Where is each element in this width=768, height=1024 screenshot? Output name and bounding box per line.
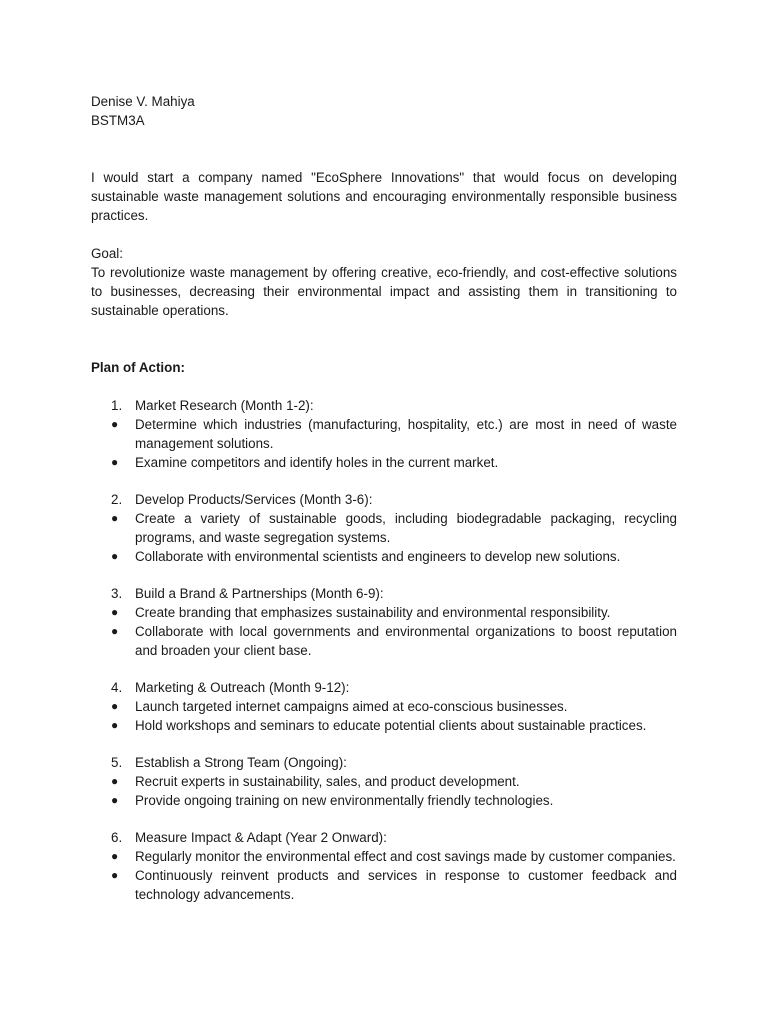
bullet-icon: ● [111, 718, 119, 732]
document-page [91, 92, 677, 904]
bullet-item [91, 622, 677, 660]
bullet-item [91, 772, 677, 791]
step-number: 6. [111, 830, 123, 845]
plan-step [91, 584, 677, 660]
bullet-item [91, 697, 677, 716]
step-title [91, 396, 677, 415]
bullet-text: Examine competitors and identify holes in the current market. [135, 455, 499, 470]
bullet-item [91, 716, 677, 735]
bullet-item [91, 509, 677, 547]
author-name: Denise V. Mahiya [91, 94, 195, 109]
plan-step [91, 678, 677, 735]
bullet-item [91, 866, 677, 904]
bullet-text: Create a variety of sustainable goods, including biodegradable packaging, recycling programs, and waste segregation systems. [135, 511, 677, 545]
step-title-text: Develop Products/Services (Month 3-6): [135, 492, 373, 507]
bullet-text: Recruit experts in sustainability, sales, and product development. [135, 774, 520, 789]
bullet-icon: ● [111, 699, 119, 713]
bullet-text: Hold workshops and seminars to educate potential clients about sustainable practices. [135, 718, 647, 733]
author-section: BSTM3A [91, 113, 145, 128]
bullet-icon: ● [111, 849, 119, 863]
bullet-item [91, 547, 677, 566]
step-title [91, 584, 677, 603]
step-number: 3. [111, 586, 123, 601]
step-title-text: Establish a Strong Team (Ongoing): [135, 755, 347, 770]
step-title-text: Market Research (Month 1-2): [135, 398, 314, 413]
bullet-text: Regularly monitor the environmental effect and cost savings made by customer companies. [135, 849, 676, 864]
bullet-icon: ● [111, 774, 119, 788]
step-title [91, 490, 677, 509]
goal-label: Goal: [91, 246, 124, 261]
bullet-icon: ● [111, 417, 119, 431]
step-title-text: Build a Brand & Partnerships (Month 6-9): [135, 586, 384, 601]
goal-text: To revolutionize waste management by offering creative, eco-friendly, and cost-effective solutions to businesses, decreasing their environmental impact and assisting them in transitioning to sustainable operations. [91, 265, 677, 318]
bullet-text: Provide ongoing training on new environmentally friendly technologies. [135, 793, 554, 808]
plan-heading: Plan of Action: [91, 360, 185, 375]
step-title [91, 678, 677, 697]
plan-step [91, 753, 677, 810]
step-title [91, 828, 677, 847]
bullet-item [91, 847, 677, 866]
step-number: 5. [111, 755, 123, 770]
plan-steps-list [91, 396, 677, 904]
intro-paragraph: I would start a company named "EcoSphere Innovations" that would focus on developing sustainable waste management solutions and encouraging environmentally responsible business practices. [91, 170, 677, 223]
bullet-icon: ● [111, 624, 119, 638]
plan-step [91, 828, 677, 904]
bullet-text: Continuously reinvent products and services in response to customer feedback and technology advancements. [135, 868, 677, 902]
step-number: 1. [111, 398, 123, 413]
bullet-icon: ● [111, 868, 119, 882]
step-title-text: Measure Impact & Adapt (Year 2 Onward): [135, 830, 387, 845]
bullet-icon: ● [111, 549, 119, 563]
bullet-text: Collaborate with environmental scientists and engineers to develop new solutions. [135, 549, 621, 564]
bullet-icon: ● [111, 793, 119, 807]
plan-step [91, 396, 677, 472]
bullet-item [91, 603, 677, 622]
bullet-icon: ● [111, 455, 119, 469]
bullet-item [91, 415, 677, 453]
bullet-item [91, 453, 677, 472]
bullet-item [91, 791, 677, 810]
plan-step [91, 490, 677, 566]
bullet-icon: ● [111, 511, 119, 525]
bullet-text: Collaborate with local governments and environmental organizations to boost reputation and broaden your client base. [135, 624, 677, 658]
bullet-text: Create branding that emphasizes sustainability and environmental responsibility. [135, 605, 611, 620]
step-number: 4. [111, 680, 123, 695]
bullet-text: Determine which industries (manufacturing, hospitality, etc.) are most in need of waste management solutions. [135, 417, 677, 451]
step-title [91, 753, 677, 772]
bullet-icon: ● [111, 605, 119, 619]
step-title-text: Marketing & Outreach (Month 9-12): [135, 680, 350, 695]
step-number: 2. [111, 492, 123, 507]
bullet-text: Launch targeted internet campaigns aimed at eco-conscious businesses. [135, 699, 568, 714]
